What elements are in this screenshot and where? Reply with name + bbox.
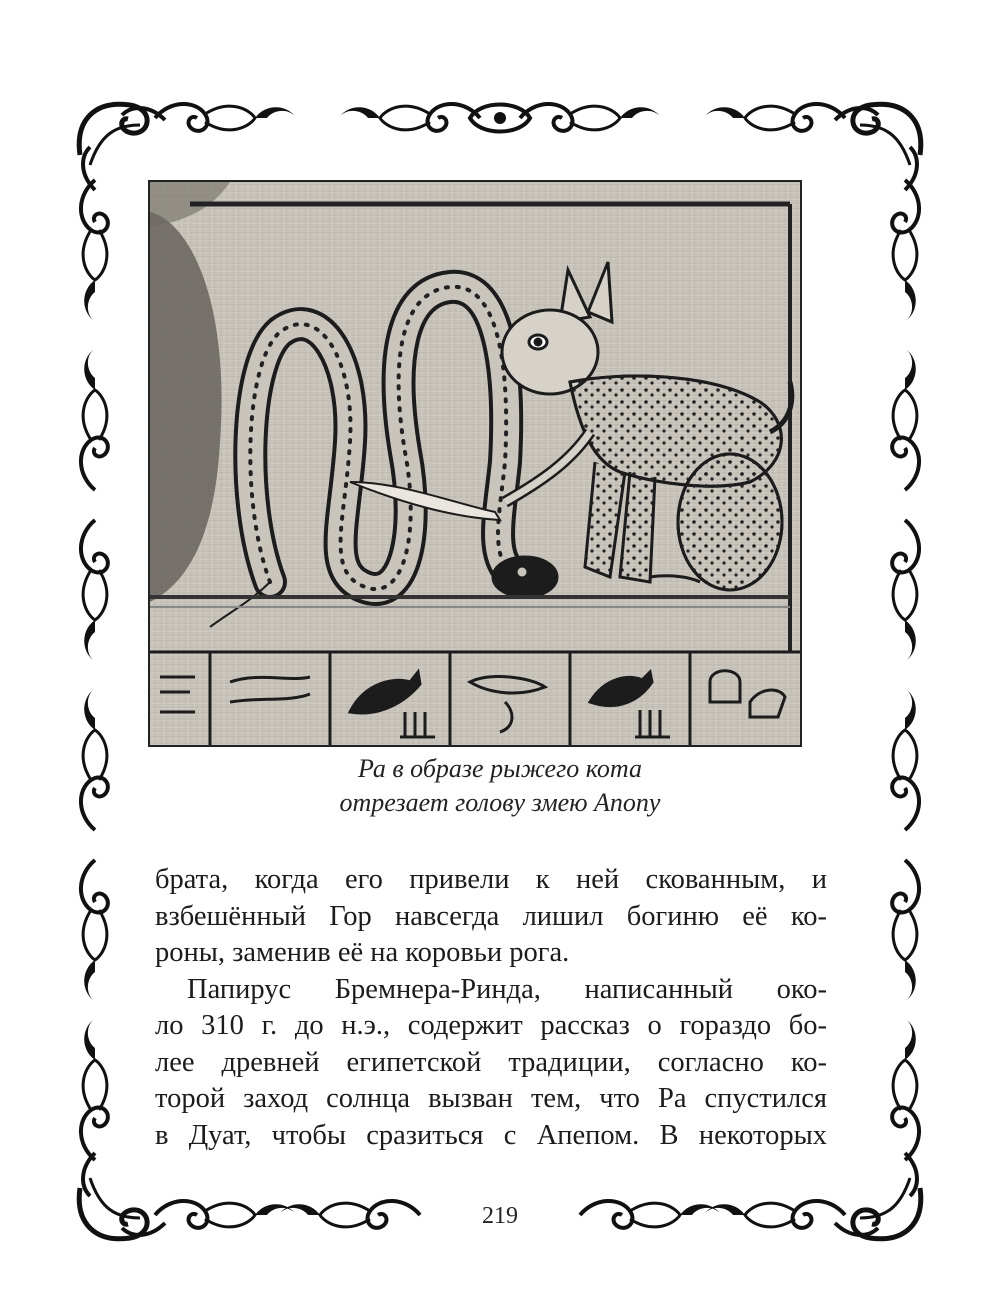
- page-number: 219: [482, 1203, 518, 1229]
- text-line: в Дуат, чтобы сразиться с Апепом. В некоторых: [155, 1119, 827, 1151]
- paragraph-2: [155, 972, 827, 1155]
- text-line: брата, когда его привели к ней скованным, и: [155, 864, 827, 895]
- body-text: [155, 862, 827, 1154]
- text-line: роны, заменив её на коровьи рога.: [155, 937, 570, 968]
- figure-caption: [200, 752, 800, 820]
- text-line: ло 310 г. до н.э., содержит рассказ о гораздо бо-: [155, 1010, 827, 1041]
- papyrus-illustration: [148, 180, 802, 747]
- text-line: взбешённый Гор навсегда лишил богиню её ко-: [155, 900, 827, 932]
- text-line: торой заход солнца вызван тем, что Ра спустился: [155, 1083, 827, 1114]
- caption-line-2: отрезает голову змею Апопу: [339, 788, 661, 817]
- text-line: Папирус Бремнера-Ринда, написанный око-: [187, 973, 827, 1005]
- text-line: лее древней египетской традиции, согласно ко-: [155, 1046, 827, 1078]
- caption-line-1: Ра в образе рыжего кота: [358, 754, 642, 783]
- paragraph-1: [155, 862, 827, 972]
